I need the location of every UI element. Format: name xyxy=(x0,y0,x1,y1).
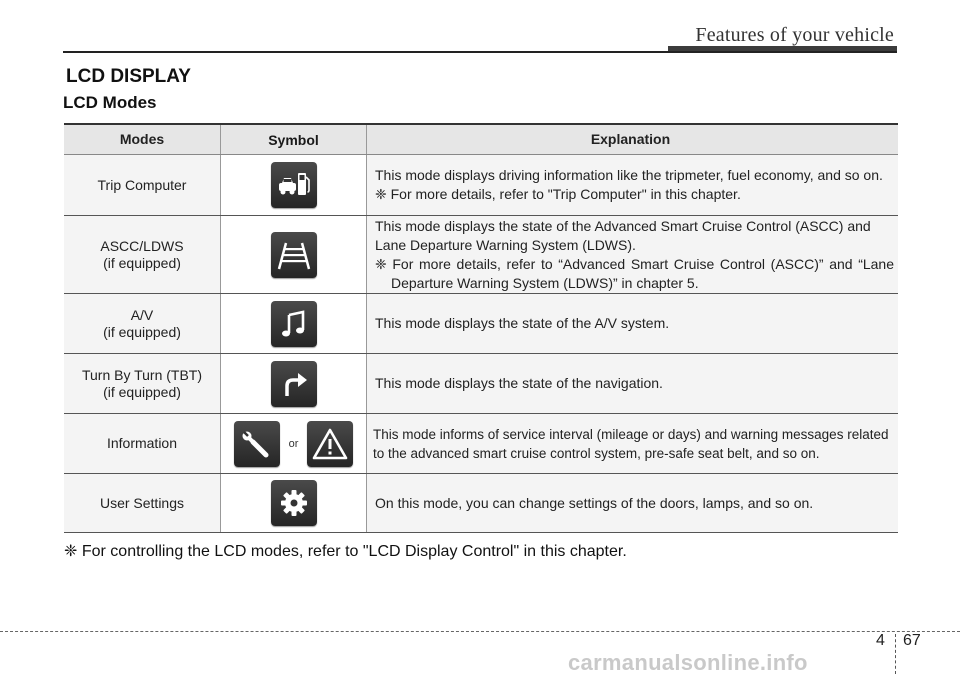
lane-road-icon xyxy=(271,232,317,278)
page-number: 67 xyxy=(903,632,921,649)
mode-label: Trip Computer xyxy=(97,176,187,193)
symbol-cell xyxy=(220,216,367,293)
table-row-ascc-ldws xyxy=(64,216,898,294)
table-row-user-settings xyxy=(64,474,898,533)
header-rule xyxy=(63,51,897,53)
mode-cell xyxy=(64,294,220,353)
mode-qualifier: (if equipped) xyxy=(103,383,181,400)
icon-separator: or xyxy=(288,437,299,450)
explanation-note: ❈ For more details, refer to “Advanced Smart Cruise Control (ASCC)” and “Lane Departure Warning System (LDWS)” in chapter 5. xyxy=(375,255,894,291)
explanation-cell xyxy=(367,216,898,293)
table-row-tbt xyxy=(64,354,898,414)
page-number-separator xyxy=(895,634,896,674)
symbol-cell xyxy=(220,474,367,532)
symbol-cell xyxy=(220,294,367,353)
explanation-text: This mode displays the state of the A/V system. xyxy=(375,315,670,331)
table-row-trip-computer xyxy=(64,155,898,216)
mode-cell xyxy=(64,354,220,413)
symbol-cell xyxy=(220,414,367,473)
lcd-modes-table xyxy=(64,123,898,533)
mode-cell xyxy=(64,414,220,473)
header-title: Features of your vehicle xyxy=(695,24,894,46)
mode-label: A/V xyxy=(130,306,154,323)
footer-dashed-rule xyxy=(0,631,960,632)
watermark: carmanualsonline.info xyxy=(568,650,808,675)
table-header-row xyxy=(64,125,898,155)
explanation-text: This mode displays driving information like the tripmeter, fuel economy, and so on. xyxy=(375,167,883,183)
gear-icon xyxy=(271,480,317,526)
mode-cell xyxy=(64,155,220,215)
table-row-information xyxy=(64,414,898,474)
fuel-car-icon xyxy=(271,162,317,208)
footnote: ❈ For controlling the LCD modes, refer to "LCD Display Control" in this chapter. xyxy=(64,543,627,560)
explanation-text: This mode informs of service interval (mileage or days) and warning messages related to the advanced smart cruise control system, pre-safe seat belt, and so on. xyxy=(373,426,889,461)
music-note-icon xyxy=(271,301,317,347)
symbol-cell xyxy=(220,155,367,215)
chapter-number: 4 xyxy=(876,632,885,649)
column-header-explanation: Explanation xyxy=(590,131,671,147)
mode-label: Turn By Turn (TBT) xyxy=(81,366,203,383)
explanation-cell xyxy=(367,414,898,473)
mode-cell xyxy=(64,474,220,532)
explanation-cell xyxy=(367,294,898,353)
mode-label: User Settings xyxy=(99,494,185,511)
turn-arrow-icon xyxy=(271,361,317,407)
explanation-text: On this mode, you can change settings of the doors, lamps, and so on. xyxy=(375,494,814,511)
warning-triangle-icon xyxy=(307,421,353,467)
mode-label: Information xyxy=(106,435,178,451)
explanation-cell xyxy=(367,354,898,413)
mode-qualifier: (if equipped) xyxy=(103,254,181,271)
symbol-cell xyxy=(220,354,367,413)
explanation-note: ❈ For more details, refer to "Trip Computer" in this chapter. xyxy=(375,186,741,202)
mode-cell xyxy=(64,216,220,293)
section-subtitle: LCD Modes xyxy=(63,93,157,112)
explanation-cell xyxy=(367,474,898,532)
table-row-av xyxy=(64,294,898,354)
section-title: LCD DISPLAY xyxy=(66,66,191,87)
wrench-icon xyxy=(234,421,280,467)
mode-label: ASCC/LDWS xyxy=(100,237,184,254)
column-header-modes: Modes xyxy=(119,131,165,147)
explanation-text: This mode displays the state of the Advanced Smart Cruise Control (ASCC) and Lane Departure Warning System (LDWS). xyxy=(375,217,871,253)
column-header-symbol: Symbol xyxy=(220,125,367,154)
explanation-cell xyxy=(367,155,898,215)
mode-qualifier: (if equipped) xyxy=(103,323,181,340)
explanation-text: This mode displays the state of the navigation. xyxy=(375,375,663,391)
